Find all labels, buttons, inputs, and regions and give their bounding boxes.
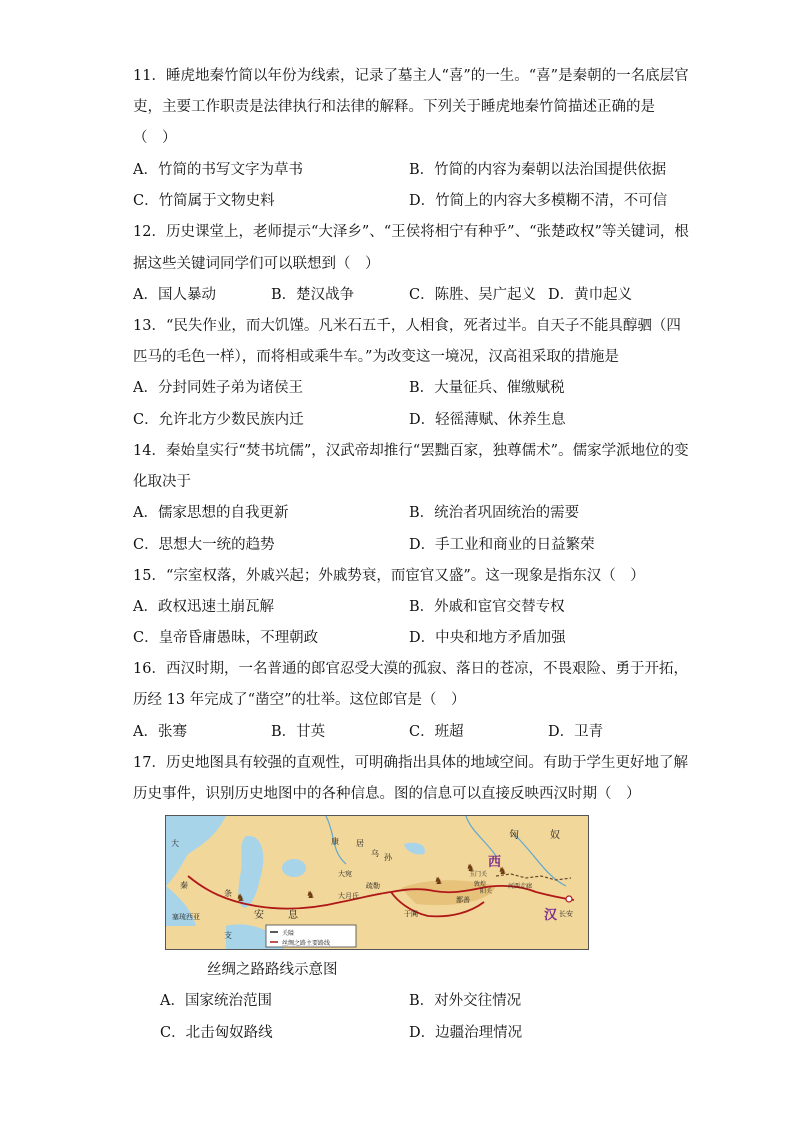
q11-option-c: C．竹简属于文物史料 bbox=[133, 193, 275, 209]
q17-option-b: B．对外交往情况 bbox=[409, 993, 522, 1009]
label-dayuezhi: 大月氏 bbox=[338, 892, 359, 900]
q14-stem-line2: 化取决于 bbox=[133, 474, 191, 490]
map-aral-sea bbox=[282, 859, 306, 877]
label-xiongnu-1: 匈 bbox=[509, 830, 519, 841]
camel-icon: ♞ bbox=[236, 893, 245, 904]
q15-option-b: B．外戚和宦官交替专权 bbox=[409, 599, 565, 615]
q17-stem-line2: 历史事件，识别历史地图中的各种信息。图的信息可以直接反映西汉时期（ ） bbox=[133, 786, 641, 802]
q12-option-a: A．国人暴动 bbox=[133, 287, 216, 303]
q11-paren: （ ） bbox=[133, 130, 177, 146]
q16-option-b: B．甘英 bbox=[271, 724, 326, 740]
label-ju: 居 bbox=[356, 839, 364, 848]
label-tiao: 条 bbox=[224, 889, 232, 898]
camel-icon: ♞ bbox=[498, 866, 507, 877]
label-han: 汉 bbox=[544, 908, 558, 923]
q17-option-d: D．边疆治理情况 bbox=[409, 1025, 523, 1041]
q15-stem-line1: 15．“宗室权落，外戚兴起；外戚势衰，而宦官又盛”。这一现象是指东汉（ ） bbox=[133, 568, 645, 584]
label-da: 大 bbox=[171, 839, 179, 848]
q17-stem-line1: 17．历史地图具有较强的直观性，可明确指出具体的地域空间。有助于学生更好地了解 bbox=[133, 755, 688, 771]
q16-stem-line2: 历经 13 年完成了“凿空”的壮举。这位郎官是（ ） bbox=[133, 692, 466, 708]
label-xi: 西 bbox=[488, 855, 502, 870]
q15-option-d: D．中央和地方矛盾加强 bbox=[409, 630, 566, 646]
legend-route-label: 丝绸之路主要路线 bbox=[282, 940, 331, 947]
q13-stem-line2: 匹马的毛色一样），而将相或乘牛车。”为改变这一境况，汉高祖采取的措施是 bbox=[133, 349, 619, 365]
q11-option-b: B．竹简的内容为秦朝以法治国提供依据 bbox=[409, 162, 667, 178]
label-xi2: 息 bbox=[288, 910, 298, 921]
label-an: 安 bbox=[254, 910, 264, 921]
silk-road-map bbox=[165, 815, 589, 950]
q14-option-c: C．思想大一统的趋势 bbox=[133, 537, 275, 553]
label-zhi: 支 bbox=[224, 931, 232, 940]
q13-option-a: A．分封同姓子弟为诸侯王 bbox=[133, 380, 303, 396]
q11-stem-line2: 吏，主要工作职责是法律执行和法律的解释。下列关于睡虎地秦竹简描述正确的是 bbox=[133, 99, 655, 115]
map-legend bbox=[266, 925, 356, 947]
q13-option-d: D．轻徭薄赋、休养生息 bbox=[409, 412, 566, 428]
label-sun: 孙 bbox=[384, 853, 392, 862]
q13-option-b: B．大量征兵、催缴赋税 bbox=[409, 380, 565, 396]
camel-icon: ♞ bbox=[306, 890, 315, 901]
label-changan: 长安 bbox=[559, 910, 573, 918]
q11-stem-line1: 11．睡虎地秦竹简以年份为线索，记录了墓主人“喜”的一生。“喜”是秦朝的一名底层官 bbox=[133, 68, 689, 84]
label-shanshan: 鄯善 bbox=[456, 896, 470, 904]
q13-option-c: C．允许北方少数民族内迁 bbox=[133, 412, 304, 428]
label-hexi: 河西走廊 bbox=[508, 883, 533, 890]
q14-stem-line1: 14．秦始皇实行“焚书坑儒”，汉武帝却推行“罢黜百家，独尊儒术”。儒家学派地位的变 bbox=[133, 443, 689, 459]
label-dayuan: 大宛 bbox=[338, 870, 352, 878]
label-xiongnu-2: 奴 bbox=[550, 830, 560, 841]
label-yutian: 于阗 bbox=[404, 910, 418, 918]
map-caption: 丝绸之路路线示意图 bbox=[207, 962, 338, 978]
q12-option-b: B．楚汉战争 bbox=[271, 287, 355, 303]
label-yumenguan: 玉门关 bbox=[469, 871, 488, 878]
q17-option-c: C．北击匈奴路线 bbox=[160, 1025, 273, 1041]
legend-pass-label: 关隘 bbox=[282, 930, 295, 937]
q16-option-c: C．班超 bbox=[409, 724, 464, 740]
q16-option-d: D．卫青 bbox=[548, 724, 604, 740]
camel-icon: ♞ bbox=[466, 863, 475, 874]
q13-stem-line1: 13．“民失作业，而大饥馑。凡米石五千，人相食，死者过半。自天子不能具醇驷（四 bbox=[133, 318, 681, 334]
q12-stem-line2: 据这些关键词同学们可以联想到（ ） bbox=[133, 256, 380, 272]
q16-stem-line1: 16．西汉时期，一名普通的郎官忍受大漠的孤寂、落日的苍凉，不畏艰险、勇于开拓， bbox=[133, 661, 688, 677]
q16-option-a: A．张骞 bbox=[133, 724, 187, 740]
q14-option-d: D．手工业和商业的日益繁荣 bbox=[409, 537, 595, 553]
q12-option-d: D．黄巾起义 bbox=[548, 287, 633, 303]
q12-stem-line1: 12．历史课堂上，老师提示“大泽乡”、“王侯将相宁有种乎”、“张楚政权”等关键词，根 bbox=[133, 224, 689, 240]
q11-option-a: A．竹简的书写文字为草书 bbox=[133, 162, 303, 178]
q11-option-d: D．竹简上的内容大多模糊不清，不可信 bbox=[409, 193, 668, 209]
q15-option-c: C．皇帝昏庸愚昧，不理朝政 bbox=[133, 630, 319, 646]
label-yangguan: 阳关 bbox=[480, 888, 493, 895]
q14-option-b: B．统治者巩固统治的需要 bbox=[409, 505, 580, 521]
camel-icon: ♞ bbox=[434, 876, 443, 887]
q12-option-c: C．陈胜、吴广起义 bbox=[409, 287, 537, 303]
label-wu: 乌 bbox=[371, 849, 379, 858]
silk-road-map-svg bbox=[166, 816, 588, 949]
q17-option-a: A．国家统治范围 bbox=[160, 993, 272, 1009]
label-shule: 疏勒 bbox=[366, 882, 380, 890]
label-saigu: 塞琉西亚 bbox=[172, 913, 200, 921]
changan-marker bbox=[566, 896, 572, 902]
label-kang: 康 bbox=[331, 837, 339, 846]
label-qin: 秦 bbox=[180, 881, 188, 890]
label-dunhuang: 敦煌 bbox=[474, 881, 487, 888]
q14-option-a: A．儒家思想的自我更新 bbox=[133, 505, 289, 521]
q15-option-a: A．政权迅速土崩瓦解 bbox=[133, 599, 274, 615]
